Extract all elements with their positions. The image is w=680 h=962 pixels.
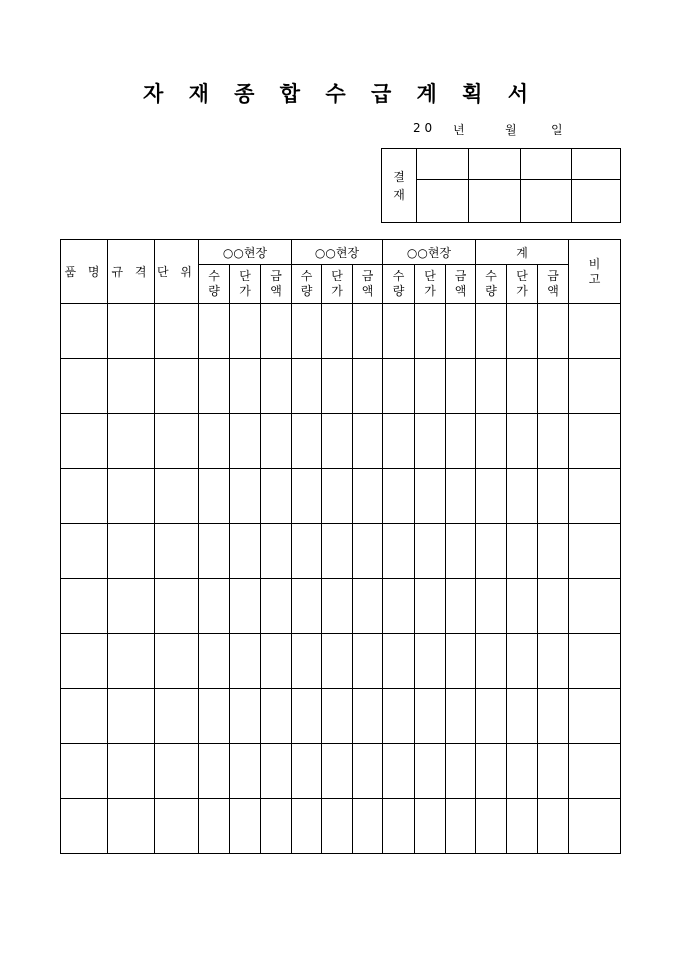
table-cell[interactable] <box>538 799 569 854</box>
header-total: 계 <box>476 240 569 265</box>
table-cell[interactable] <box>383 799 415 854</box>
table-cell[interactable] <box>507 579 538 634</box>
table-cell[interactable] <box>476 799 507 854</box>
subheader-amount: 금액 <box>538 265 569 304</box>
header-site-3: ○○현장 <box>383 240 476 265</box>
table-cell[interactable] <box>261 359 292 414</box>
table-row <box>61 744 621 799</box>
table-cell[interactable] <box>446 359 476 414</box>
table-cell[interactable] <box>353 524 383 579</box>
table-cell[interactable] <box>415 524 446 579</box>
table-cell[interactable] <box>108 414 155 469</box>
table-cell[interactable] <box>507 359 538 414</box>
table-cell[interactable] <box>415 359 446 414</box>
table-cell[interactable] <box>108 524 155 579</box>
header-site-1: ○○현장 <box>199 240 292 265</box>
table-row <box>61 689 621 744</box>
table-cell[interactable] <box>383 689 415 744</box>
table-cell[interactable] <box>538 744 569 799</box>
table-cell[interactable] <box>415 579 446 634</box>
table-cell[interactable] <box>446 469 476 524</box>
table-cell[interactable] <box>476 579 507 634</box>
table-cell[interactable] <box>507 469 538 524</box>
table-cell[interactable] <box>199 304 230 359</box>
approval-label: 결재 <box>382 149 417 223</box>
table-cell[interactable] <box>383 469 415 524</box>
table-cell[interactable] <box>446 744 476 799</box>
table-cell[interactable] <box>261 634 292 689</box>
table-cell[interactable] <box>108 579 155 634</box>
table-cell[interactable] <box>261 799 292 854</box>
table-cell[interactable] <box>261 304 292 359</box>
table-cell[interactable] <box>415 689 446 744</box>
table-cell[interactable] <box>230 579 261 634</box>
table-cell[interactable] <box>415 634 446 689</box>
table-cell[interactable] <box>569 469 621 524</box>
table-cell[interactable] <box>155 689 199 744</box>
approval-signature-cell[interactable] <box>417 180 469 223</box>
table-row <box>61 799 621 854</box>
table-cell[interactable] <box>446 579 476 634</box>
table-cell[interactable] <box>230 414 261 469</box>
table-cell[interactable] <box>155 744 199 799</box>
table-cell[interactable] <box>322 744 353 799</box>
table-cell[interactable] <box>292 799 322 854</box>
table-cell[interactable] <box>322 414 353 469</box>
table-cell[interactable] <box>322 524 353 579</box>
header-remarks: 비고 <box>569 240 621 304</box>
table-cell[interactable] <box>155 524 199 579</box>
table-cell[interactable] <box>322 799 353 854</box>
table-cell[interactable] <box>415 304 446 359</box>
date-line <box>405 121 625 139</box>
table-cell[interactable] <box>569 359 621 414</box>
table-row <box>61 304 621 359</box>
subheader-unit-price: 단가 <box>322 265 353 304</box>
table-cell[interactable] <box>507 304 538 359</box>
table-cell[interactable] <box>538 469 569 524</box>
table-cell[interactable] <box>538 579 569 634</box>
table-cell[interactable] <box>199 524 230 579</box>
table-cell[interactable] <box>61 524 108 579</box>
table-cell[interactable] <box>569 524 621 579</box>
table-cell[interactable] <box>476 304 507 359</box>
table-cell[interactable] <box>292 744 322 799</box>
table-cell[interactable] <box>538 304 569 359</box>
table-cell[interactable] <box>155 414 199 469</box>
table-cell[interactable] <box>353 799 383 854</box>
table-row <box>61 634 621 689</box>
table-cell[interactable] <box>230 689 261 744</box>
table-cell[interactable] <box>61 304 108 359</box>
date-year-unit: 년 <box>453 123 465 137</box>
table-cell[interactable] <box>507 799 538 854</box>
table-cell[interactable] <box>155 359 199 414</box>
date-month-unit: 월 <box>505 123 517 137</box>
table-cell[interactable] <box>569 799 621 854</box>
header-unit: 단 위 <box>155 240 199 304</box>
table-cell[interactable] <box>61 799 108 854</box>
document-title: 자 재 종 합 수 급 계 획 서 <box>142 81 538 106</box>
table-cell[interactable] <box>108 744 155 799</box>
table-cell[interactable] <box>353 414 383 469</box>
table-cell[interactable] <box>199 414 230 469</box>
table-cell[interactable] <box>292 634 322 689</box>
table-cell[interactable] <box>476 634 507 689</box>
table-cell[interactable] <box>155 304 199 359</box>
approval-box <box>381 148 621 223</box>
table-cell[interactable] <box>538 524 569 579</box>
table-cell[interactable] <box>261 689 292 744</box>
table-cell[interactable] <box>199 579 230 634</box>
table-cell[interactable] <box>199 689 230 744</box>
approval-title-cell <box>521 149 572 180</box>
table-cell[interactable] <box>507 744 538 799</box>
table-cell[interactable] <box>155 799 199 854</box>
table-cell[interactable] <box>108 689 155 744</box>
table-cell[interactable] <box>383 304 415 359</box>
table-cell[interactable] <box>61 744 108 799</box>
table-cell[interactable] <box>353 689 383 744</box>
table-cell[interactable] <box>230 524 261 579</box>
table-cell[interactable] <box>353 469 383 524</box>
table-cell[interactable] <box>61 414 108 469</box>
table-cell[interactable] <box>415 744 446 799</box>
table-cell[interactable] <box>476 414 507 469</box>
table-cell[interactable] <box>261 524 292 579</box>
approval-title-cell <box>469 149 521 180</box>
table-cell[interactable] <box>155 579 199 634</box>
table-cell[interactable] <box>261 469 292 524</box>
table-cell[interactable] <box>230 304 261 359</box>
table-cell[interactable] <box>292 524 322 579</box>
table-cell[interactable] <box>353 304 383 359</box>
table-cell[interactable] <box>322 579 353 634</box>
table-cell[interactable] <box>569 744 621 799</box>
table-cell[interactable] <box>383 744 415 799</box>
subheader-amount: 금액 <box>261 265 292 304</box>
table-cell[interactable] <box>199 799 230 854</box>
table-cell[interactable] <box>230 744 261 799</box>
table-cell[interactable] <box>292 414 322 469</box>
approval-signature-cell[interactable] <box>572 180 621 223</box>
table-cell[interactable] <box>353 744 383 799</box>
table-row <box>61 579 621 634</box>
table-cell[interactable] <box>383 524 415 579</box>
table-cell[interactable] <box>230 799 261 854</box>
table-cell[interactable] <box>353 359 383 414</box>
table-cell[interactable] <box>108 469 155 524</box>
table-row <box>61 469 621 524</box>
table-cell[interactable] <box>155 634 199 689</box>
table-cell[interactable] <box>569 634 621 689</box>
approval-signature-cell[interactable] <box>469 180 521 223</box>
table-cell[interactable] <box>446 524 476 579</box>
table-cell[interactable] <box>446 304 476 359</box>
approval-title-cell <box>417 149 469 180</box>
table-cell[interactable] <box>569 304 621 359</box>
table-cell[interactable] <box>353 634 383 689</box>
supply-plan-table <box>60 239 621 854</box>
table-cell[interactable] <box>230 469 261 524</box>
table-cell[interactable] <box>108 304 155 359</box>
table-cell[interactable] <box>322 634 353 689</box>
table-cell[interactable] <box>569 579 621 634</box>
table-cell[interactable] <box>292 469 322 524</box>
table-cell[interactable] <box>569 414 621 469</box>
table-cell[interactable] <box>261 414 292 469</box>
table-cell[interactable] <box>415 799 446 854</box>
header-site-2: ○○현장 <box>292 240 383 265</box>
table-cell[interactable] <box>108 634 155 689</box>
table-cell[interactable] <box>199 634 230 689</box>
table-cell[interactable] <box>108 799 155 854</box>
table-cell[interactable] <box>230 359 261 414</box>
table-cell[interactable] <box>415 414 446 469</box>
table-cell[interactable] <box>292 579 322 634</box>
table-cell[interactable] <box>353 579 383 634</box>
table-cell[interactable] <box>155 469 199 524</box>
table-cell[interactable] <box>292 359 322 414</box>
table-cell[interactable] <box>476 359 507 414</box>
subheader-quantity: 수량 <box>292 265 322 304</box>
table-cell[interactable] <box>476 689 507 744</box>
table-cell[interactable] <box>538 634 569 689</box>
table-cell[interactable] <box>507 414 538 469</box>
table-cell[interactable] <box>507 634 538 689</box>
table-cell[interactable] <box>538 414 569 469</box>
header-item-name: 품 명 <box>61 240 108 304</box>
table-cell[interactable] <box>230 634 261 689</box>
table-cell[interactable] <box>476 524 507 579</box>
approval-title-cell <box>572 149 621 180</box>
table-cell[interactable] <box>292 689 322 744</box>
table-cell[interactable] <box>61 689 108 744</box>
table-row <box>61 524 621 579</box>
subheader-unit-price: 단가 <box>507 265 538 304</box>
subheader-quantity: 수량 <box>383 265 415 304</box>
date-day-unit: 일 <box>551 123 563 137</box>
table-cell[interactable] <box>261 744 292 799</box>
table-cell[interactable] <box>322 689 353 744</box>
table-cell[interactable] <box>446 414 476 469</box>
table-cell[interactable] <box>199 359 230 414</box>
subheader-quantity: 수량 <box>199 265 230 304</box>
table-cell[interactable] <box>507 689 538 744</box>
table-cell[interactable] <box>322 304 353 359</box>
table-cell[interactable] <box>383 359 415 414</box>
subheader-quantity: 수량 <box>476 265 507 304</box>
table-cell[interactable] <box>446 634 476 689</box>
table-cell[interactable] <box>199 744 230 799</box>
table-cell[interactable] <box>108 359 155 414</box>
table-cell[interactable] <box>446 689 476 744</box>
table-cell[interactable] <box>476 744 507 799</box>
subheader-amount: 금액 <box>446 265 476 304</box>
table-cell[interactable] <box>507 524 538 579</box>
table-cell[interactable] <box>322 469 353 524</box>
subheader-amount: 금액 <box>353 265 383 304</box>
table-cell[interactable] <box>261 579 292 634</box>
table-cell[interactable] <box>383 634 415 689</box>
subheader-unit-price: 단가 <box>415 265 446 304</box>
header-spec: 규 격 <box>108 240 155 304</box>
table-cell[interactable] <box>415 469 446 524</box>
table-cell[interactable] <box>61 359 108 414</box>
table-cell[interactable] <box>199 469 230 524</box>
table-body <box>61 304 621 854</box>
subheader-unit-price: 단가 <box>230 265 261 304</box>
table-cell[interactable] <box>569 689 621 744</box>
table-cell[interactable] <box>383 414 415 469</box>
table-cell[interactable] <box>476 469 507 524</box>
table-cell[interactable] <box>538 689 569 744</box>
table-cell[interactable] <box>322 359 353 414</box>
table-cell[interactable] <box>61 634 108 689</box>
table-cell[interactable] <box>538 359 569 414</box>
table-cell[interactable] <box>383 579 415 634</box>
table-cell[interactable] <box>61 579 108 634</box>
date-year-prefix: 2 0 <box>413 121 433 135</box>
table-row <box>61 359 621 414</box>
table-cell[interactable] <box>446 799 476 854</box>
table-cell[interactable] <box>292 304 322 359</box>
table-row <box>61 414 621 469</box>
approval-signature-cell[interactable] <box>521 180 572 223</box>
table-cell[interactable] <box>61 469 108 524</box>
